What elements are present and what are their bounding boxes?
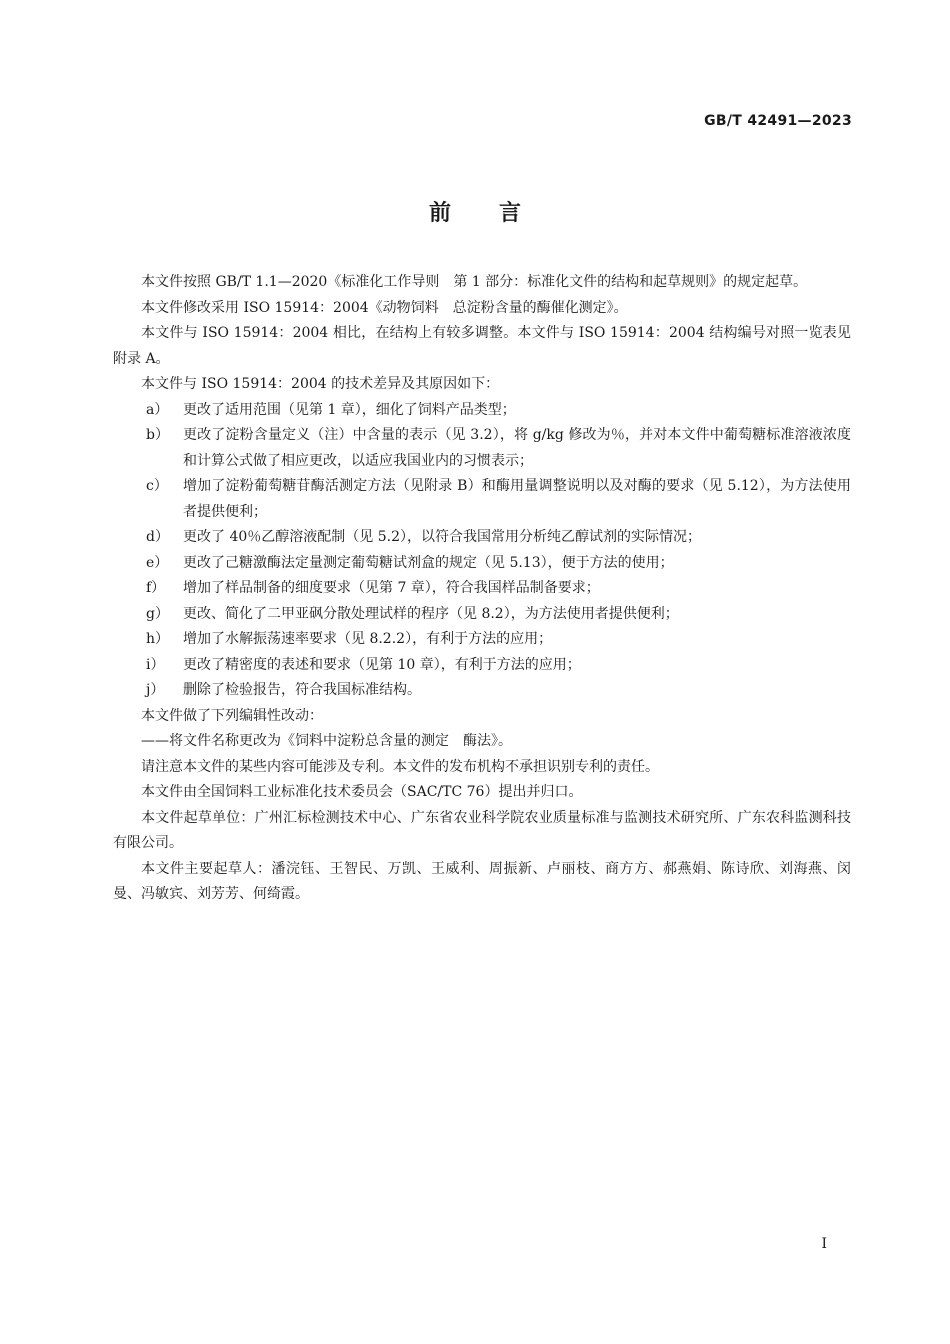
difference-item bbox=[113, 551, 851, 577]
page-number: I bbox=[821, 1236, 827, 1252]
difference-item bbox=[113, 602, 851, 628]
outro-paragraph: 请注意本文件的某些内容可能涉及专利。本文件的发布机构不承担识别专利的责任。 bbox=[141, 758, 659, 775]
item-text: 删除了检验报告，符合我国标准结构。 bbox=[183, 682, 421, 698]
item-text: 增加了淀粉葡萄糖苷酶活测定方法（见附录 B）和酶用量调整说明以及对酶的要求（见 5.12），为方法使用者提供便利； bbox=[183, 478, 851, 520]
item-label: e） bbox=[146, 554, 169, 571]
difference-item bbox=[113, 474, 851, 525]
difference-item bbox=[113, 525, 851, 551]
outro-paragraph: ——将文件名称更改为《饲料中淀粉总含量的测定 酶法》。 bbox=[141, 733, 512, 749]
item-text: 增加了水解振荡速率要求（见 8.2.2），有利于方法的应用； bbox=[183, 631, 553, 647]
outro-paragraph: 本文件由全国饲料工业标准化技术委员会（SAC/TC 76）提出并归口。 bbox=[141, 784, 583, 800]
item-text: 增加了样品制备的细度要求（见第 7 章），符合我国样品制备要求； bbox=[183, 580, 600, 596]
item-label: a） bbox=[146, 401, 169, 418]
intro-paragraph: 本文件与 ISO 15914：2004 的技术差异及其原因如下： bbox=[141, 376, 500, 392]
standard-number: GB/T 42491—2023 bbox=[704, 113, 852, 129]
item-label: f） bbox=[146, 580, 166, 596]
difference-item bbox=[113, 576, 851, 602]
item-label: h） bbox=[146, 631, 170, 647]
item-label: j） bbox=[146, 682, 165, 698]
item-text: 更改了精密度的表述和要求（见第 10 章），有利于方法的应用； bbox=[183, 656, 581, 673]
page-title: 前言 bbox=[428, 201, 569, 226]
item-text: 更改了适用范围（见第 1 章），细化了饲料产品类型； bbox=[183, 401, 516, 418]
intro-paragraph: 本文件与 ISO 15914：2004 相比，在结构上有较多调整。本文件与 ISO 15914：2004 结构编号对照一览表见附录 A。 bbox=[113, 325, 851, 367]
difference-item bbox=[113, 653, 851, 679]
item-text: 更改、简化了二甲亚砜分散处理试样的程序（见 8.2），为方法使用者提供便利； bbox=[183, 605, 679, 622]
item-label: d） bbox=[146, 529, 169, 545]
difference-item bbox=[113, 423, 851, 474]
item-label: b） bbox=[146, 427, 169, 443]
outro-paragraph: 本文件起草单位：广州汇标检测技术中心、广东省农业科学院农业质量标准与监测技术研究所、广东农科监测科技有限公司。 bbox=[113, 809, 851, 851]
foreword-body bbox=[113, 270, 851, 908]
item-label: i） bbox=[146, 656, 165, 673]
difference-item bbox=[113, 398, 851, 424]
difference-item bbox=[113, 627, 851, 653]
outro-paragraph: 本文件做了下列编辑性改动： bbox=[141, 707, 323, 724]
difference-item bbox=[113, 678, 851, 704]
item-label: c） bbox=[146, 478, 168, 494]
item-text: 更改了己糖激酶法定量测定葡萄糖试剂盒的规定（见 5.13），便于方法的使用； bbox=[183, 554, 674, 571]
item-text: 更改了淀粉含量定义（注）中含量的表示（见 3.2），将 g/kg 修改为％，并对本文件中葡萄糖标准溶液浓度和计算公式做了相应更改，以适应我国业内的习惯表示； bbox=[183, 427, 851, 469]
item-label: g） bbox=[146, 605, 169, 622]
intro-paragraph: 本文件修改采用 ISO 15914：2004《动物饲料 总淀粉含量的酶催化测定》。 bbox=[141, 299, 628, 316]
outro-paragraph: 本文件主要起草人：潘浣钰、王智民、万凯、王威利、周振新、卢丽枝、商方方、郝燕娟、陈诗欣、刘海燕、闵曼、冯敏宾、刘芳芳、何绮霞。 bbox=[113, 860, 851, 902]
intro-paragraph: 本文件按照 GB/T 1.1—2020《标准化工作导则 第 1 部分：标准化文件的结构和起草规则》的规定起草。 bbox=[141, 274, 808, 290]
item-text: 更改了 40％乙醇溶液配制（见 5.2），以符合我国常用分析纯乙醇试剂的实际情况； bbox=[183, 529, 701, 545]
